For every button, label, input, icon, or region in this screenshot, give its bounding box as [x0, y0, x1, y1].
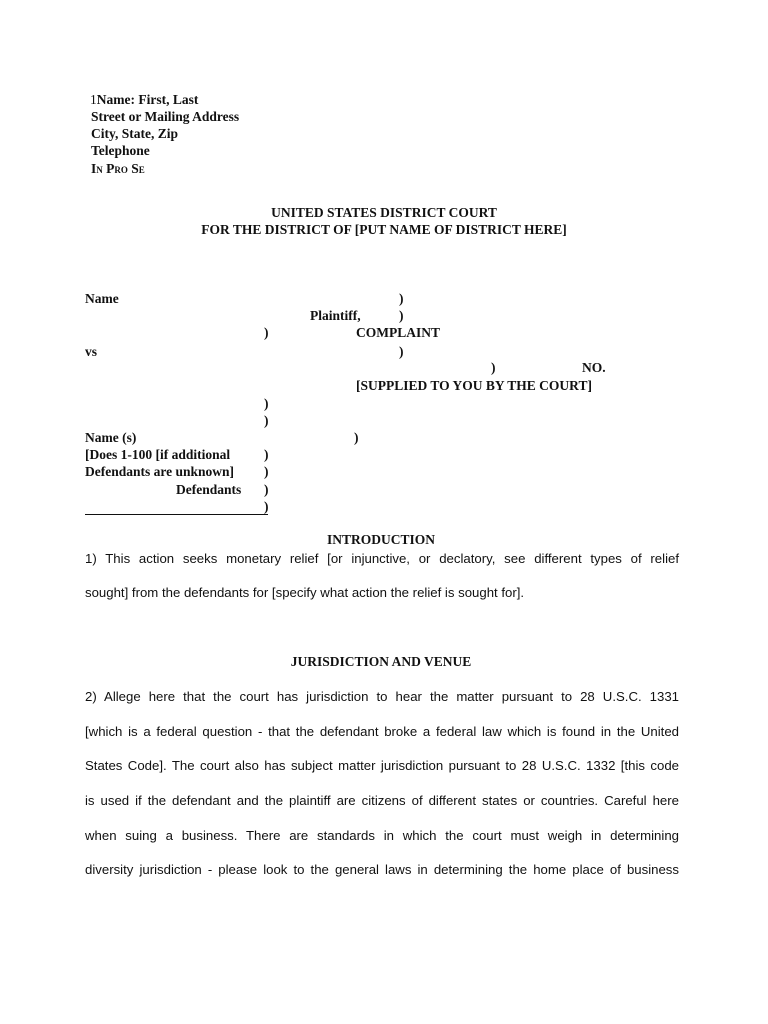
- defendants-label: Defendants: [176, 482, 242, 497]
- caption-paren: ): [264, 325, 269, 340]
- intro-line: 1) This action seeks monetary relief [or injunctive, or declatory, see different types of relief: [85, 551, 679, 566]
- document-title: COMPLAINT: [356, 325, 440, 340]
- caption-underline: [85, 514, 268, 515]
- caption-paren: ): [399, 291, 404, 306]
- sender-pro-se: In Pro Se: [91, 161, 145, 176]
- sender-city: City, State, Zip: [91, 126, 179, 141]
- jurisdiction-heading: JURISDICTION AND VENUE: [290, 654, 472, 669]
- jurisdiction-line: [which is a federal question - that the defendant broke a federal law which is found in the United: [85, 724, 679, 739]
- caption-paren: ): [264, 499, 269, 514]
- jurisdiction-line: 2) Allege here that the court has jurisdiction to hear the matter pursuant to 28 U.S.C. 1331: [85, 689, 679, 704]
- sender-name-line: [90, 91, 198, 108]
- caption-paren: ): [264, 482, 269, 497]
- court-title: UNITED STATES DISTRICT COURT: [271, 205, 497, 220]
- versus: vs: [85, 344, 98, 359]
- line-number: 1: [90, 92, 97, 107]
- jurisdiction-line: States Code]. The court also has subject matter jurisdiction pursuant to 28 U.S.C. 1332 [this code: [85, 758, 679, 773]
- intro-line: sought] from the defendants for [specify what action the relief is sought for].: [85, 585, 525, 600]
- court-district: FOR THE DISTRICT OF [PUT NAME OF DISTRICT HERE]: [201, 222, 567, 237]
- caption-paren: ): [264, 396, 269, 411]
- jurisdiction-line: is used if the defendant and the plaintiff are citizens of different states or countries. Careful here: [85, 793, 679, 808]
- caption-paren: ): [491, 360, 496, 375]
- sender-name: Name: First, Last: [96, 92, 199, 107]
- case-number-label: NO.: [582, 360, 606, 375]
- case-number-value: [SUPPLIED TO YOU BY THE COURT]: [356, 378, 592, 393]
- does-line-1: [Does 1-100 [if additional: [85, 447, 231, 462]
- jurisdiction-line: when suing a business. There are standards in which the court must weigh in determining: [85, 828, 679, 843]
- defendant-name: Name (s): [85, 430, 137, 445]
- sender-phone: Telephone: [91, 143, 150, 158]
- plaintiff-name: Name: [85, 291, 119, 306]
- caption-paren: ): [354, 430, 359, 445]
- does-line-2: Defendants are unknown]: [85, 464, 235, 479]
- caption-paren: ): [264, 464, 269, 479]
- caption-paren: ): [264, 447, 269, 462]
- plaintiff-label: Plaintiff,: [310, 308, 361, 323]
- caption-paren: ): [399, 308, 404, 323]
- caption-paren: ): [264, 413, 269, 428]
- jurisdiction-line: diversity jurisdiction - please look to the general laws in determining the home place of business: [85, 862, 679, 877]
- introduction-heading: INTRODUCTION: [326, 532, 435, 547]
- sender-street: Street or Mailing Address: [91, 109, 240, 124]
- caption-paren: ): [399, 344, 404, 359]
